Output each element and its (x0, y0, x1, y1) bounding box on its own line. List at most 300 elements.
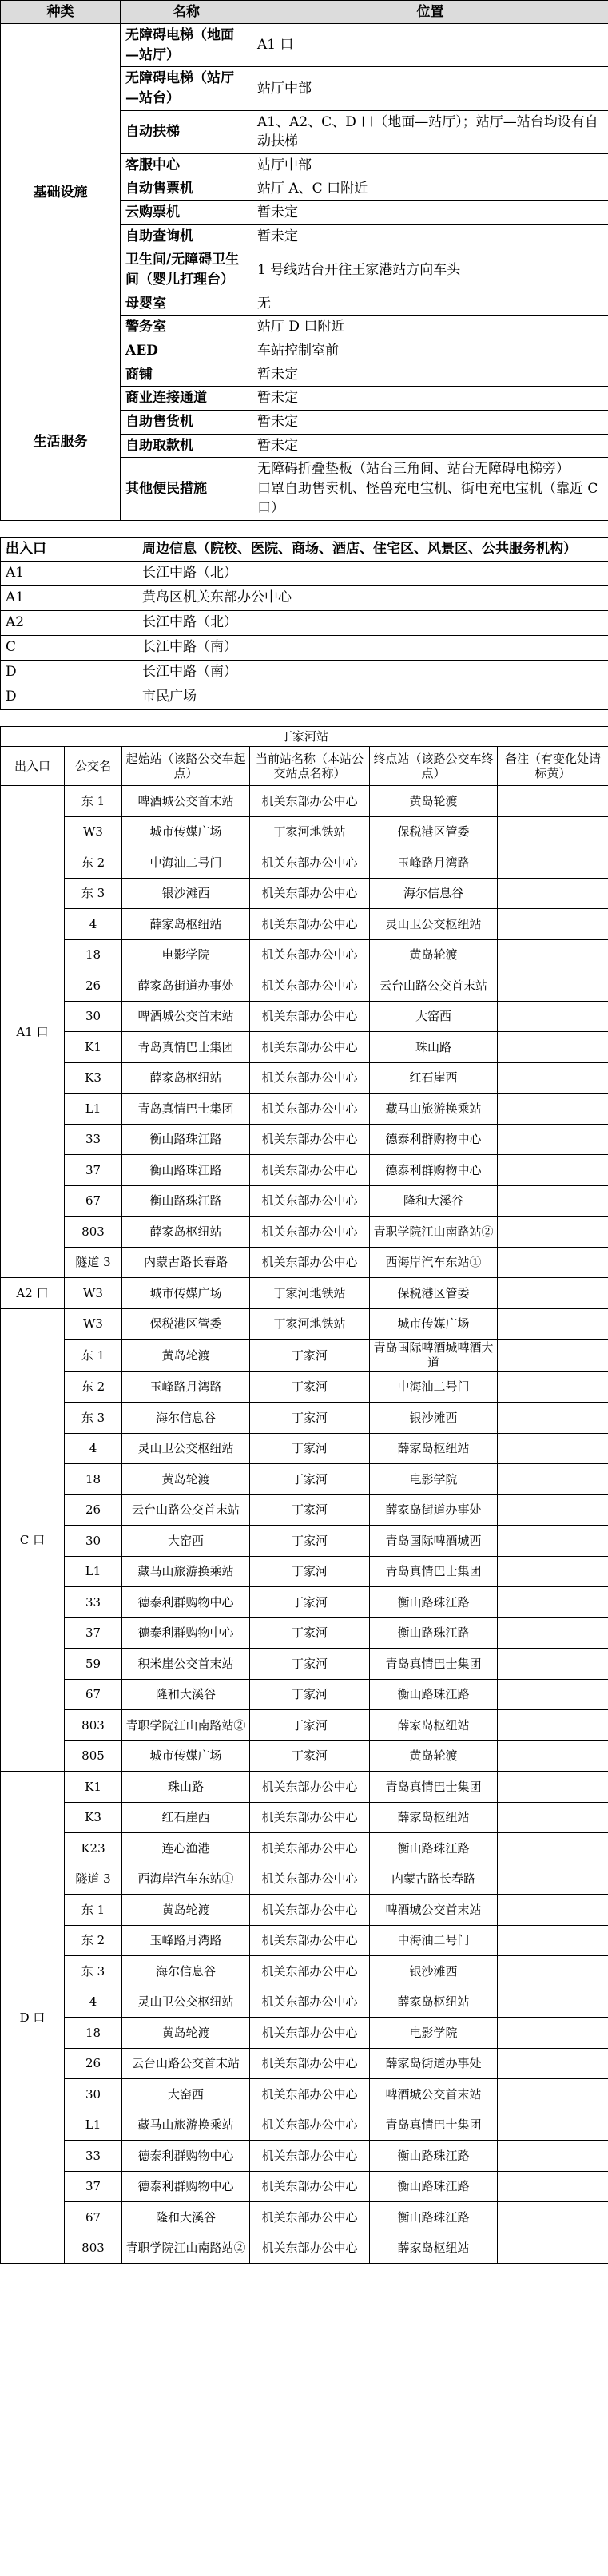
bus-terminal: 青岛真情巴士集团 (370, 1556, 498, 1587)
bus-row (1, 1494, 608, 1526)
bus-terminal: 德泰利群购物中心 (370, 1124, 498, 1155)
bus-row (1, 1403, 608, 1434)
bus-note (498, 1464, 608, 1495)
facility-name: 其他便民措施 (121, 458, 252, 521)
bus-note (498, 1433, 608, 1464)
bus-row (1, 1679, 608, 1710)
exit-row (1, 585, 608, 610)
bus-route: 803 (65, 1217, 122, 1248)
bus-header-note: 备注（有变化处请标黄） (498, 747, 608, 786)
facility-name: 客服中心 (121, 153, 252, 177)
bus-terminal: 珠山路 (370, 1032, 498, 1063)
bus-note (498, 1494, 608, 1526)
exit-row (1, 685, 608, 709)
exit-surroundings: 市民广场 (137, 685, 608, 709)
facility-name: 商业连接通道 (121, 387, 252, 411)
bus-terminal: 西海岸汽车东站① (370, 1247, 498, 1278)
bus-note (498, 1062, 608, 1094)
bus-origin: 玉峰路月湾路 (122, 1925, 250, 1956)
bus-origin: 黄岛轮渡 (122, 1464, 250, 1495)
bus-origin: 衡山路珠江路 (122, 1124, 250, 1155)
bus-row (1, 1526, 608, 1557)
bus-route: 东 2 (65, 847, 122, 879)
bus-note (498, 1217, 608, 1248)
bus-origin: 青职学院江山南路站② (122, 1710, 250, 1741)
bus-current-stop: 丁家河地铁站 (250, 1278, 370, 1309)
bus-terminal: 隆和大溪谷 (370, 1185, 498, 1217)
bus-row (1, 1956, 608, 1987)
bus-row (1, 847, 608, 879)
bus-current-stop: 丁家河地铁站 (250, 816, 370, 847)
bus-terminal: 海尔信息谷 (370, 878, 498, 909)
bus-row (1, 1032, 608, 1063)
facility-name: 自助查询机 (121, 224, 252, 248)
bus-origin: 城市传媒广场 (122, 1740, 250, 1772)
bus-route: 30 (65, 1526, 122, 1557)
bus-row (1, 1925, 608, 1956)
bus-row (1, 1340, 608, 1372)
bus-terminal: 中海油二号门 (370, 1371, 498, 1403)
bus-terminal: 啤酒城公交首末站 (370, 2079, 498, 2110)
bus-note (498, 1001, 608, 1032)
facility-name: 自助售货机 (121, 410, 252, 434)
bus-terminal: 衡山路珠江路 (370, 2141, 498, 2172)
facility-location-cell (252, 339, 608, 363)
bus-current-stop: 丁家河 (250, 1740, 370, 1772)
bus-route: L1 (65, 2110, 122, 2141)
bus-current-stop: 机关东部办公中心 (250, 1001, 370, 1032)
header-location: 位置 (252, 1, 608, 24)
bus-row (1, 1062, 608, 1094)
bus-route: K3 (65, 1802, 122, 1833)
bus-current-stop: 机关东部办公中心 (250, 1987, 370, 2018)
exit-name: A1 (1, 585, 137, 610)
bus-current-stop: 机关东部办公中心 (250, 1802, 370, 1833)
bus-origin: 黄岛轮渡 (122, 2018, 250, 2049)
bus-note (498, 1617, 608, 1649)
facility-location-cell (252, 387, 608, 411)
bus-row (1, 1649, 608, 1680)
bus-origin: 珠山路 (122, 1772, 250, 1803)
bus-header-exit: 出入口 (1, 747, 65, 786)
facilities-table (0, 0, 608, 521)
facility-name: 警务室 (121, 316, 252, 339)
bus-current-stop: 丁家河 (250, 1464, 370, 1495)
bus-origin: 啤酒城公交首末站 (122, 1001, 250, 1032)
header-name: 名称 (121, 1, 252, 24)
bus-route: 26 (65, 1494, 122, 1526)
facility-location: 暂未定 (257, 413, 298, 430)
bus-row (1, 1155, 608, 1186)
bus-terminal: 藏马山旅游换乘站 (370, 1094, 498, 1125)
bus-route: 67 (65, 2202, 122, 2233)
bus-terminal: 薛家岛枢纽站 (370, 1710, 498, 1741)
bus-row (1, 1464, 608, 1495)
bus-row (1, 1185, 608, 1217)
bus-route: 33 (65, 1587, 122, 1618)
facility-category: 基础设施 (1, 24, 121, 363)
bus-note (498, 1278, 608, 1309)
bus-origin: 玉峰路月湾路 (122, 1371, 250, 1403)
facility-location-cell (252, 201, 608, 225)
bus-current-stop: 机关东部办公中心 (250, 1772, 370, 1803)
bus-origin: 青职学院江山南路站② (122, 2233, 250, 2264)
bus-row (1, 1802, 608, 1833)
bus-row (1, 1587, 608, 1618)
facility-location: 无障碍折叠垫板（站台三角间、站台无障碍电梯旁） (257, 461, 570, 478)
facility-location: 无 (257, 295, 271, 312)
bus-origin: 海尔信息谷 (122, 1956, 250, 1987)
bus-terminal: 衡山路珠江路 (370, 1617, 498, 1649)
facility-location-cell (252, 177, 608, 201)
bus-route: 东 1 (65, 1340, 122, 1372)
bus-note (498, 939, 608, 970)
bus-current-stop: 机关东部办公中心 (250, 1833, 370, 1864)
bus-origin: 灵山卫公交枢纽站 (122, 1987, 250, 2018)
bus-route: 37 (65, 2171, 122, 2202)
bus-route: K3 (65, 1062, 122, 1094)
bus-current-stop: 机关东部办公中心 (250, 2079, 370, 2110)
bus-current-stop: 机关东部办公中心 (250, 1956, 370, 1987)
facility-location-extra: 口罩自助售卖机、怪兽充电宝机、街电充电宝机（靠近 C 口） (257, 480, 598, 517)
bus-terminal: 青岛国际啤酒城啤酒大道 (370, 1340, 498, 1372)
bus-note (498, 1802, 608, 1833)
bus-current-stop: 丁家河 (250, 1494, 370, 1526)
bus-terminal: 青岛国际啤酒城西 (370, 1526, 498, 1557)
bus-route: 33 (65, 2141, 122, 2172)
bus-header-terminal: 终点站（该路公交车终点） (370, 747, 498, 786)
bus-note (498, 1371, 608, 1403)
bus-row (1, 1001, 608, 1032)
bus-terminal: 云台山路公交首末站 (370, 970, 498, 1002)
bus-route: 37 (65, 1155, 122, 1186)
facility-name: AED (121, 339, 252, 363)
bus-note (498, 1340, 608, 1372)
bus-current-stop: 机关东部办公中心 (250, 1094, 370, 1125)
bus-terminal: 黄岛轮渡 (370, 786, 498, 817)
facility-location-cell (252, 316, 608, 339)
bus-row (1, 2171, 608, 2202)
facility-location: A1 口 (257, 37, 294, 54)
bus-terminal: 城市传媒广场 (370, 1308, 498, 1340)
bus-current-stop: 丁家河 (250, 1617, 370, 1649)
bus-note (498, 1710, 608, 1741)
bus-terminal: 青岛真情巴士集团 (370, 1649, 498, 1680)
bus-route: 37 (65, 1617, 122, 1649)
bus-row (1, 816, 608, 847)
exit-surroundings: 长江中路（北） (137, 610, 608, 635)
bus-route: 18 (65, 1464, 122, 1495)
bus-note (498, 909, 608, 940)
bus-terminal: 德泰利群购物中心 (370, 1155, 498, 1186)
bus-current-stop: 机关东部办公中心 (250, 786, 370, 817)
bus-route: K23 (65, 1833, 122, 1864)
bus-terminal: 衡山路珠江路 (370, 2171, 498, 2202)
facility-location-cell (252, 67, 608, 110)
bus-note (498, 1556, 608, 1587)
exit-name: D (1, 685, 137, 709)
bus-current-stop: 机关东部办公中心 (250, 1155, 370, 1186)
bus-current-stop: 机关东部办公中心 (250, 1895, 370, 1926)
bus-current-stop: 丁家河 (250, 1340, 370, 1372)
bus-current-stop: 机关东部办公中心 (250, 1124, 370, 1155)
bus-origin: 青岛真情巴士集团 (122, 1032, 250, 1063)
bus-current-stop: 机关东部办公中心 (250, 2018, 370, 2049)
bus-note (498, 1895, 608, 1926)
facility-location: 暂未定 (257, 390, 298, 407)
bus-row (1, 1278, 608, 1309)
bus-row (1, 1371, 608, 1403)
facility-location-cell (252, 292, 608, 316)
bus-note (498, 1094, 608, 1125)
bus-row (1, 1833, 608, 1864)
bus-row (1, 1617, 608, 1649)
bus-origin: 藏马山旅游换乘站 (122, 2110, 250, 2141)
bus-row (1, 2018, 608, 2049)
bus-current-stop: 丁家河 (250, 1403, 370, 1434)
bus-row (1, 909, 608, 940)
bus-note (498, 2079, 608, 2110)
exits-table (0, 537, 608, 710)
facility-location: 暂未定 (257, 437, 298, 454)
bus-route: 33 (65, 1124, 122, 1155)
bus-route: 18 (65, 2018, 122, 2049)
bus-row (1, 2233, 608, 2264)
exit-surroundings: 黄岛区机关东部办公中心 (137, 585, 608, 610)
bus-origin: 薛家岛枢纽站 (122, 1062, 250, 1094)
bus-terminal: 大窑西 (370, 1001, 498, 1032)
bus-route: W3 (65, 1278, 122, 1309)
facility-location-cell (252, 24, 608, 67)
facility-name: 母婴室 (121, 292, 252, 316)
bus-origin: 藏马山旅游换乘站 (122, 1556, 250, 1587)
facility-location: A1、A2、C、D 口（地面—站厅）；站厅—站台均设有自动扶梯 (257, 113, 598, 150)
bus-terminal: 衡山路珠江路 (370, 2202, 498, 2233)
bus-origin: 隆和大溪谷 (122, 2202, 250, 2233)
bus-current-stop: 丁家河 (250, 1710, 370, 1741)
bus-note (498, 786, 608, 817)
bus-row (1, 1772, 608, 1803)
bus-origin: 银沙滩西 (122, 878, 250, 909)
bus-terminal: 灵山卫公交枢纽站 (370, 909, 498, 940)
facility-row (1, 363, 608, 387)
facility-location-cell (252, 363, 608, 387)
bus-row (1, 1247, 608, 1278)
bus-route: 4 (65, 909, 122, 940)
bus-current-stop: 丁家河 (250, 1679, 370, 1710)
bus-terminal: 衡山路珠江路 (370, 1587, 498, 1618)
bus-terminal: 衡山路珠江路 (370, 1833, 498, 1864)
bus-route: K1 (65, 1032, 122, 1063)
bus-note (498, 1649, 608, 1680)
bus-row (1, 1710, 608, 1741)
bus-note (498, 2171, 608, 2202)
bus-row (1, 2079, 608, 2110)
bus-note (498, 1403, 608, 1434)
bus-route: 26 (65, 970, 122, 1002)
bus-route: 26 (65, 2048, 122, 2079)
bus-origin: 黄岛轮渡 (122, 1895, 250, 1926)
bus-current-stop: 机关东部办公中心 (250, 847, 370, 879)
bus-route: 东 1 (65, 1895, 122, 1926)
bus-origin: 黄岛轮渡 (122, 1340, 250, 1372)
bus-exit: A1 口 (1, 786, 65, 1278)
facility-location-cell (252, 458, 608, 521)
bus-origin: 云台山路公交首末站 (122, 2048, 250, 2079)
bus-current-stop: 丁家河 (250, 1556, 370, 1587)
bus-route: 30 (65, 1001, 122, 1032)
bus-current-stop: 机关东部办公中心 (250, 1062, 370, 1094)
bus-terminal: 啤酒城公交首末站 (370, 1895, 498, 1926)
bus-origin: 啤酒城公交首末站 (122, 786, 250, 817)
bus-route: K1 (65, 1772, 122, 1803)
bus-terminal: 银沙滩西 (370, 1956, 498, 1987)
facility-name: 自动扶梯 (121, 110, 252, 153)
bus-current-stop: 丁家河 (250, 1433, 370, 1464)
bus-note (498, 1155, 608, 1186)
bus-row (1, 1094, 608, 1125)
bus-current-stop: 机关东部办公中心 (250, 2048, 370, 2079)
bus-origin: 德泰利群购物中心 (122, 1617, 250, 1649)
bus-terminal: 薛家岛枢纽站 (370, 1802, 498, 1833)
bus-origin: 隆和大溪谷 (122, 1679, 250, 1710)
facility-location: 暂未定 (257, 228, 298, 244)
bus-origin: 连心渔港 (122, 1833, 250, 1864)
bus-terminal: 青岛真情巴士集团 (370, 2110, 498, 2141)
bus-note (498, 1864, 608, 1895)
bus-route: L1 (65, 1556, 122, 1587)
bus-route: 18 (65, 939, 122, 970)
bus-route: 4 (65, 1987, 122, 2018)
bus-current-stop: 机关东部办公中心 (250, 1032, 370, 1063)
bus-current-stop: 机关东部办公中心 (250, 1217, 370, 1248)
exit-surroundings: 长江中路（南） (137, 660, 608, 685)
bus-note (498, 1925, 608, 1956)
bus-current-stop: 丁家河地铁站 (250, 1308, 370, 1340)
facility-location: 站厅中部 (257, 157, 312, 173)
bus-route: 东 2 (65, 1371, 122, 1403)
bus-row (1, 939, 608, 970)
facility-category: 生活服务 (1, 363, 121, 520)
bus-terminal: 青岛真情巴士集团 (370, 1772, 498, 1803)
bus-note (498, 2141, 608, 2172)
exit-name: A1 (1, 561, 137, 585)
header-exit: 出入口 (1, 538, 137, 562)
bus-terminal: 玉峰路月湾路 (370, 847, 498, 879)
bus-row (1, 2141, 608, 2172)
facility-name: 自助取款机 (121, 434, 252, 458)
bus-route: 59 (65, 1649, 122, 1680)
facility-location: 站厅 D 口附近 (257, 319, 345, 335)
bus-terminal: 黄岛轮渡 (370, 1740, 498, 1772)
exit-name: D (1, 660, 137, 685)
bus-current-stop: 机关东部办公中心 (250, 1925, 370, 1956)
bus-note (498, 1956, 608, 1987)
bus-row (1, 878, 608, 909)
bus-route: 67 (65, 1185, 122, 1217)
bus-terminal: 电影学院 (370, 2018, 498, 2049)
exit-name: C (1, 635, 137, 660)
facility-name: 自动售票机 (121, 177, 252, 201)
bus-terminal: 薛家岛街道办事处 (370, 1494, 498, 1526)
bus-terminal: 青职学院江山南路站② (370, 1217, 498, 1248)
bus-current-stop: 机关东部办公中心 (250, 970, 370, 1002)
bus-origin: 大窑西 (122, 2079, 250, 2110)
bus-header-origin: 起始站（该路公交车起点） (122, 747, 250, 786)
facility-location-cell (252, 153, 608, 177)
bus-terminal: 银沙滩西 (370, 1403, 498, 1434)
facility-location: 站厅中部 (257, 80, 312, 97)
facility-location-cell (252, 410, 608, 434)
header-surroundings: 周边信息（院校、医院、商场、酒店、住宅区、风景区、公共服务机构） (137, 538, 608, 562)
bus-route: L1 (65, 1094, 122, 1125)
bus-row (1, 1987, 608, 2018)
bus-origin: 电影学院 (122, 939, 250, 970)
facility-location: 暂未定 (257, 204, 298, 221)
bus-origin: 青岛真情巴士集团 (122, 1094, 250, 1125)
bus-origin: 西海岸汽车东站① (122, 1864, 250, 1895)
bus-terminal: 薛家岛枢纽站 (370, 1433, 498, 1464)
facility-name: 卫生间/无障碍卫生间（婴儿打理台） (121, 248, 252, 292)
bus-header-route: 公交名 (65, 747, 122, 786)
bus-note (498, 1772, 608, 1803)
bus-terminal: 薛家岛枢纽站 (370, 2233, 498, 2264)
bus-route: 67 (65, 1679, 122, 1710)
header-category: 种类 (1, 1, 121, 24)
bus-origin: 红石崖西 (122, 1802, 250, 1833)
bus-origin: 保税港区管委 (122, 1308, 250, 1340)
bus-note (498, 1987, 608, 2018)
bus-origin: 薛家岛枢纽站 (122, 1217, 250, 1248)
bus-row (1, 1124, 608, 1155)
bus-current-stop: 丁家河 (250, 1526, 370, 1557)
bus-current-stop: 丁家河 (250, 1587, 370, 1618)
facility-location: 1 号线站台开往王家港站方向车头 (257, 261, 461, 278)
facility-location-cell (252, 110, 608, 153)
bus-route: 803 (65, 2233, 122, 2264)
facility-location-cell (252, 224, 608, 248)
bus-origin: 德泰利群购物中心 (122, 2171, 250, 2202)
bus-origin: 衡山路珠江路 (122, 1155, 250, 1186)
bus-terminal: 衡山路珠江路 (370, 1679, 498, 1710)
bus-terminal: 保税港区管委 (370, 1278, 498, 1309)
exit-surroundings: 长江中路（北） (137, 561, 608, 585)
bus-row (1, 1433, 608, 1464)
exit-name: A2 (1, 610, 137, 635)
bus-note (498, 1247, 608, 1278)
bus-current-stop: 机关东部办公中心 (250, 939, 370, 970)
bus-current-stop: 机关东部办公中心 (250, 1185, 370, 1217)
bus-route: 805 (65, 1740, 122, 1772)
bus-current-stop: 机关东部办公中心 (250, 909, 370, 940)
bus-current-stop: 机关东部办公中心 (250, 2171, 370, 2202)
bus-origin: 灵山卫公交枢纽站 (122, 1433, 250, 1464)
bus-note (498, 1185, 608, 1217)
bus-row (1, 1740, 608, 1772)
bus-exit: A2 口 (1, 1278, 65, 1309)
bus-route: 东 3 (65, 878, 122, 909)
bus-note (498, 847, 608, 879)
bus-route: 4 (65, 1433, 122, 1464)
facility-location: 暂未定 (257, 366, 298, 383)
bus-route: 30 (65, 2079, 122, 2110)
bus-row (1, 1864, 608, 1895)
facility-location: 站厅 A、C 口附近 (257, 181, 368, 197)
exit-row (1, 610, 608, 635)
bus-note (498, 2233, 608, 2264)
station-title: 丁家河站 (1, 726, 608, 747)
bus-route: 东 1 (65, 786, 122, 817)
